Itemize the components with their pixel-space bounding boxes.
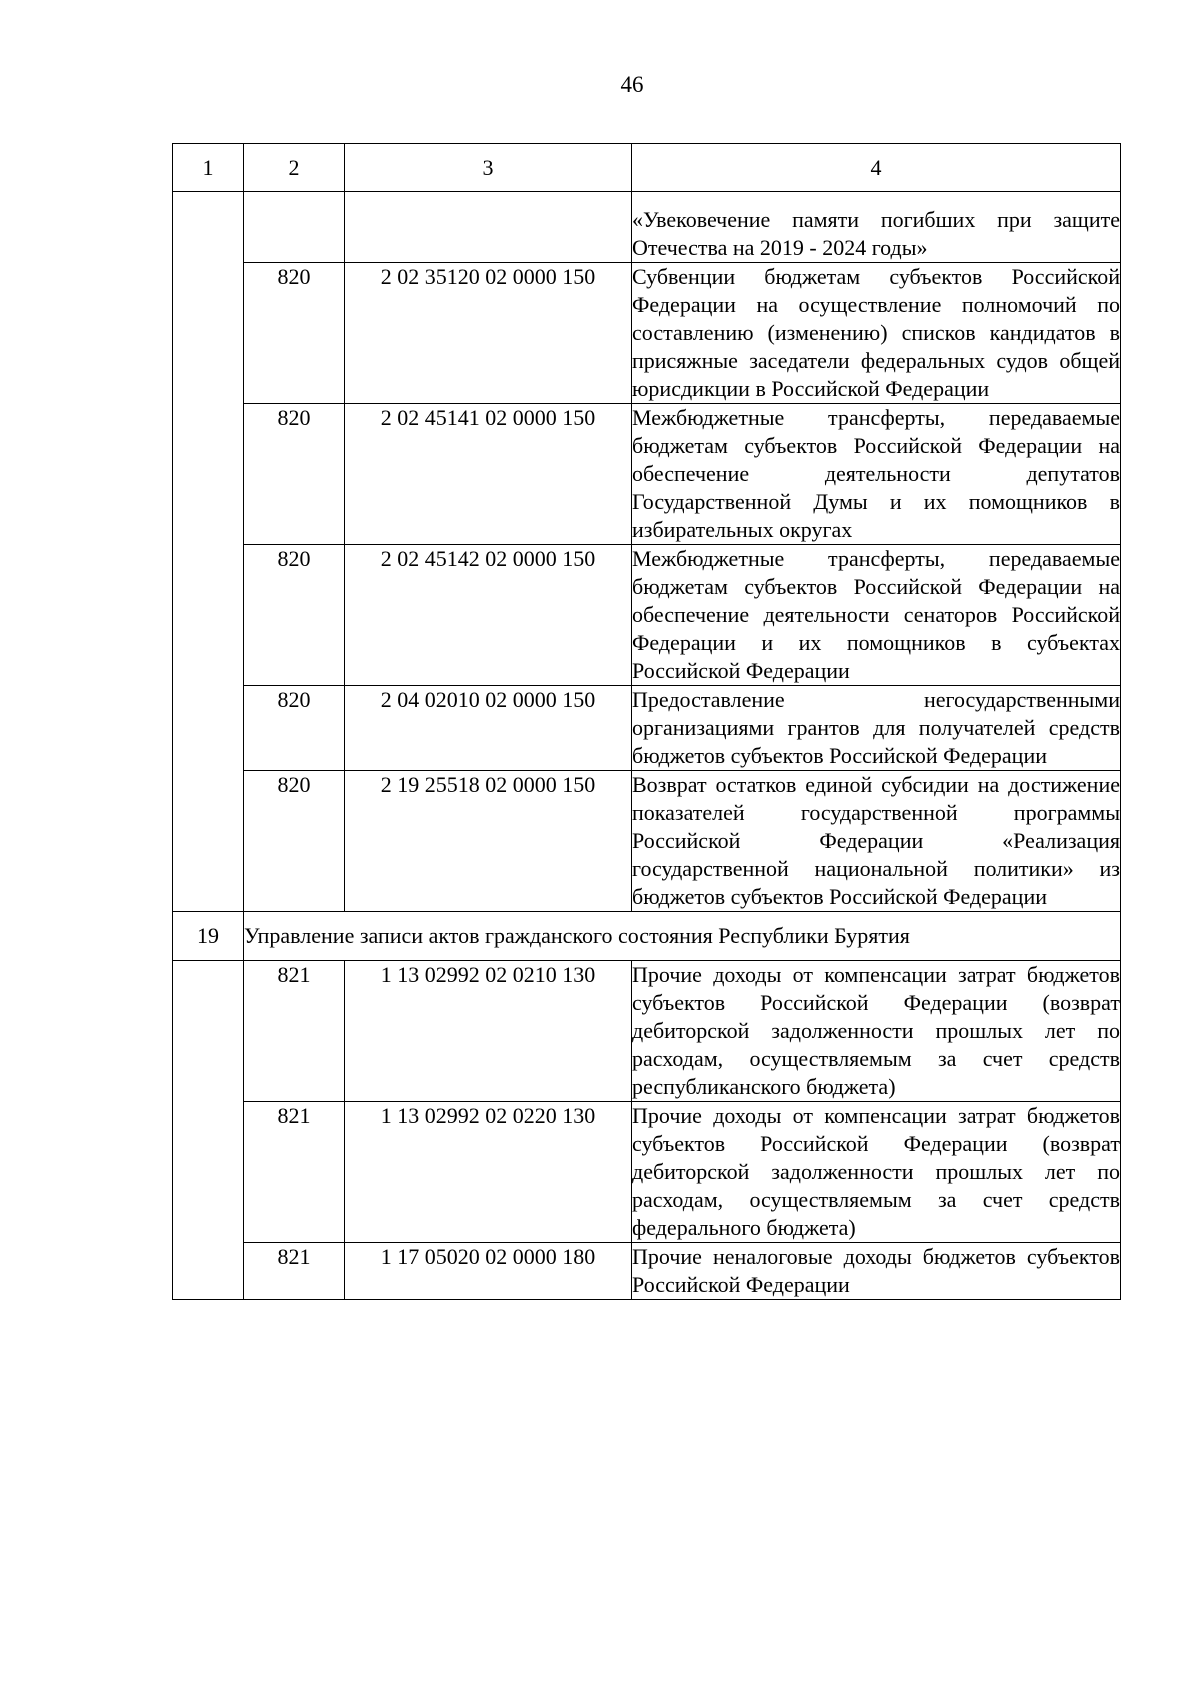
- description-cell: Возврат остатков единой субсидии на достижение показателей государственной программы Российской Федерации «Реализация государственной национальной политики» из бюджетов субъектов Российской Федерации: [632, 771, 1121, 912]
- table-row: [173, 1243, 1121, 1300]
- table-row: [173, 192, 1121, 263]
- revenue-code-cell: 1 17 05020 02 0000 180: [345, 1243, 632, 1300]
- admin-code-cell: 821: [244, 961, 345, 1102]
- revenue-code-cell: 1 13 02992 02 0210 130: [345, 961, 632, 1102]
- admin-code-cell: [244, 192, 345, 263]
- column-header-2: 2: [244, 144, 345, 192]
- description-cell: Предоставление негосударственными организациями грантов для получателей средств бюджетов субъектов Российской Федерации: [632, 686, 1121, 771]
- column-header-1: 1: [173, 144, 244, 192]
- admin-code-cell: 820: [244, 686, 345, 771]
- admin-code-cell: 820: [244, 263, 345, 404]
- revenue-codes-table: [172, 143, 1121, 1300]
- table-row: [173, 1102, 1121, 1243]
- description-cell: Субвенции бюджетам субъектов Российской Федерации на осуществление полномочий по составлению (изменению) списков кандидатов в присяжные заседатели федеральных судов общей юрисдикции в Российской Федерации: [632, 263, 1121, 404]
- page-number: 46: [620, 72, 644, 97]
- table-row: [173, 263, 1121, 404]
- revenue-code-cell: 2 04 02010 02 0000 150: [345, 686, 632, 771]
- table-row: [173, 961, 1121, 1102]
- table-row: [173, 404, 1121, 545]
- section-title: Управление записи актов гражданского состояния Республики Бурятия: [244, 912, 1121, 961]
- group-number-cell: [173, 961, 244, 1300]
- column-header-4: 4: [632, 144, 1121, 192]
- admin-code-cell: 821: [244, 1243, 345, 1300]
- description-cell: Прочие неналоговые доходы бюджетов субъектов Российской Федерации: [632, 1243, 1121, 1300]
- revenue-code-cell: 2 02 45141 02 0000 150: [345, 404, 632, 545]
- section-row: [173, 912, 1121, 961]
- revenue-code-cell: 2 02 45142 02 0000 150: [345, 545, 632, 686]
- description-cell: Прочие доходы от компенсации затрат бюджетов субъектов Российской Федерации (возврат дебиторской задолженности прошлых лет по расходам, осуществляемым за счет средств федерального бюджета): [632, 1102, 1121, 1243]
- admin-code-cell: 821: [244, 1102, 345, 1243]
- table-row: [173, 545, 1121, 686]
- section-number: 19: [173, 912, 244, 961]
- description-cell: Прочие доходы от компенсации затрат бюджетов субъектов Российской Федерации (возврат дебиторской задолженности прошлых лет по расходам, осуществляемым за счет средств республиканского бюджета): [632, 961, 1121, 1102]
- description-cell: «Увековечение памяти погибших при защите Отечества на 2019 - 2024 годы»: [632, 192, 1121, 263]
- admin-code-cell: 820: [244, 545, 345, 686]
- revenue-code-cell: 2 19 25518 02 0000 150: [345, 771, 632, 912]
- table-row: [173, 686, 1121, 771]
- column-header-3: 3: [345, 144, 632, 192]
- admin-code-cell: 820: [244, 771, 345, 912]
- group-number-cell: [173, 192, 244, 912]
- revenue-code-cell: [345, 192, 632, 263]
- table-header-row: [173, 144, 1121, 192]
- revenue-code-cell: 2 02 35120 02 0000 150: [345, 263, 632, 404]
- revenue-code-cell: 1 13 02992 02 0220 130: [345, 1102, 632, 1243]
- description-cell: Межбюджетные трансферты, передаваемые бюджетам субъектов Российской Федерации на обеспечение деятельности сенаторов Российской Федерации и их помощников в субъектах Российской Федерации: [632, 545, 1121, 686]
- table-row: [173, 771, 1121, 912]
- admin-code-cell: 820: [244, 404, 345, 545]
- description-cell: Межбюджетные трансферты, передаваемые бюджетам субъектов Российской Федерации на обеспечение деятельности депутатов Государственной Думы и их помощников в избирательных округах: [632, 404, 1121, 545]
